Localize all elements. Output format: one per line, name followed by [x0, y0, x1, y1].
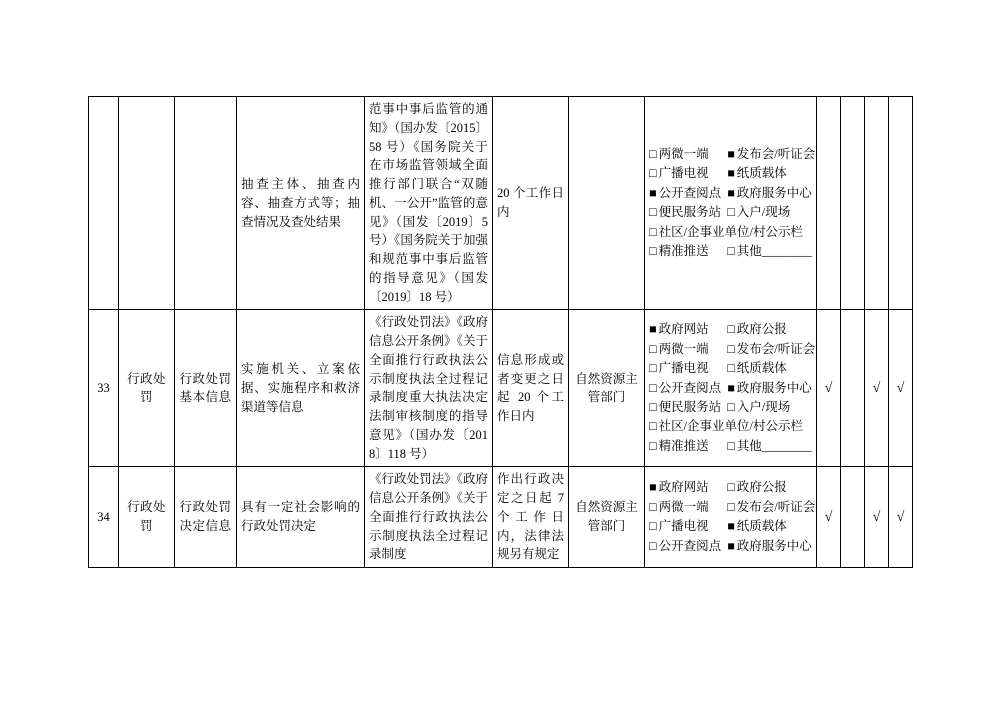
channel-option[interactable]: ■ 政府服务中心: [727, 379, 805, 398]
row-time: 作出行政决定之日起 7 个工作日内，法律法规另有规定: [493, 467, 569, 568]
row-index: 33: [89, 310, 119, 467]
channel-option[interactable]: □ 广播电视: [649, 164, 727, 183]
row-time: 信息形成或者变更之日起 20 个工作日内: [493, 310, 569, 467]
row-category: [119, 97, 175, 310]
row-tick-4: [889, 310, 913, 467]
channel-option[interactable]: □ 社区/企事业单位/村公示栏: [649, 223, 812, 242]
channel-option[interactable]: □ 便民服务站: [649, 398, 727, 417]
row-tick-3: [865, 97, 889, 310]
channel-option[interactable]: □ 入户/现场: [727, 203, 805, 222]
row-basis: 《行政处罚法》《政府信息公开条例》《关于全面推行行政执法公示制度执法全过程记录制度重大执法决定法制审核制度的指导意见》（国办发〔2018〕118 号）: [365, 310, 493, 467]
row-channels: [645, 310, 817, 467]
row-basis: 《行政处罚法》《政府信息公开条例》《关于全面推行行政执法公示制度执法全过程记录制度: [365, 467, 493, 568]
row-tick-2: [841, 97, 865, 310]
channel-option[interactable]: □ 广播电视: [649, 359, 727, 378]
row-tick-1: [817, 97, 841, 310]
channel-option[interactable]: ■ 政府服务中心: [727, 537, 805, 556]
channel-option[interactable]: □ 两微一端: [649, 340, 727, 359]
row-org: [569, 97, 645, 310]
row-index: [89, 97, 119, 310]
table-row: [89, 467, 913, 568]
row-tick-1: [817, 310, 841, 467]
table-row: [89, 97, 913, 310]
channel-option[interactable]: □ 公开查阅点: [649, 379, 727, 398]
table-row: [89, 310, 913, 467]
row-name: [175, 97, 237, 310]
channel-option[interactable]: □ 社区/企事业单位/村公示栏: [649, 417, 812, 436]
channel-option[interactable]: □ 发布会/听证会: [727, 340, 805, 359]
channel-option[interactable]: □ 两微一端: [649, 145, 727, 164]
row-channels: [645, 467, 817, 568]
channel-option[interactable]: ■ 公开查阅点: [649, 184, 727, 203]
row-content: 抽查主体、抽查内容、抽查方式等；抽查情况及查处结果: [237, 97, 365, 310]
tick-mark: √: [824, 380, 833, 396]
channel-option[interactable]: □ 政府公报: [727, 478, 805, 497]
channel-option[interactable]: □ 两微一端: [649, 498, 727, 517]
channel-option[interactable]: □ 广播电视: [649, 517, 727, 536]
information-disclosure-table: [88, 96, 913, 568]
channel-option[interactable]: □ 精准推送: [649, 242, 727, 261]
channel-option[interactable]: □ 纸质载体: [727, 359, 805, 378]
tick-mark: √: [824, 509, 833, 525]
row-name: 行政处罚决定信息: [175, 467, 237, 568]
row-tick-2: [841, 310, 865, 467]
row-category: 行政处罚: [119, 310, 175, 467]
channel-option[interactable]: □ 政府公报: [727, 320, 805, 339]
channel-option[interactable]: □ 精准推送: [649, 437, 727, 456]
row-tick-3: [865, 310, 889, 467]
row-content: 具有一定社会影响的行政处罚决定: [237, 467, 365, 568]
row-content: 实施机关、立案依据、实施程序和救济渠道等信息: [237, 310, 365, 467]
row-category: 行政处罚: [119, 467, 175, 568]
row-org: 自然资源主管部门: [569, 467, 645, 568]
row-tick-3: [865, 467, 889, 568]
tick-mark: √: [896, 380, 905, 396]
channel-option[interactable]: □ 发布会/听证会: [727, 498, 805, 517]
row-org: 自然资源主管部门: [569, 310, 645, 467]
channel-option[interactable]: ■ 政府网站: [649, 478, 727, 497]
row-tick-2: [841, 467, 865, 568]
tick-mark: √: [896, 509, 905, 525]
row-channels: [645, 97, 817, 310]
tick-mark: √: [872, 380, 881, 396]
channel-option[interactable]: □ 其他________: [727, 437, 805, 456]
channel-option[interactable]: ■ 发布会/听证会: [727, 145, 805, 164]
row-index: 34: [89, 467, 119, 568]
channel-option[interactable]: ■ 政府服务中心: [727, 184, 805, 203]
channel-option[interactable]: □ 其他________: [727, 242, 805, 261]
row-tick-4: [889, 97, 913, 310]
tick-mark: √: [872, 509, 881, 525]
channel-option[interactable]: ■ 政府网站: [649, 320, 727, 339]
channel-option[interactable]: □ 入户/现场: [727, 398, 805, 417]
row-name: 行政处罚基本信息: [175, 310, 237, 467]
channel-option[interactable]: □ 公开查阅点: [649, 537, 727, 556]
channel-option[interactable]: ■ 纸质载体: [727, 164, 805, 183]
channel-option[interactable]: ■ 纸质载体: [727, 517, 805, 536]
channel-option[interactable]: □ 便民服务站: [649, 203, 727, 222]
row-tick-1: [817, 467, 841, 568]
row-basis: 范事中事后监管的通知》（国办发〔2015〕58 号）《国务院关于在市场监管领域全面推行部门联合“双随机、一公开”监管的意见》（国发〔2019〕5 号）《国务院关于加强和规范事中事后监管的指导意见》（国发〔2019〕18 号）: [365, 97, 493, 310]
row-time: 20 个工作日内: [493, 97, 569, 310]
row-tick-4: [889, 467, 913, 568]
